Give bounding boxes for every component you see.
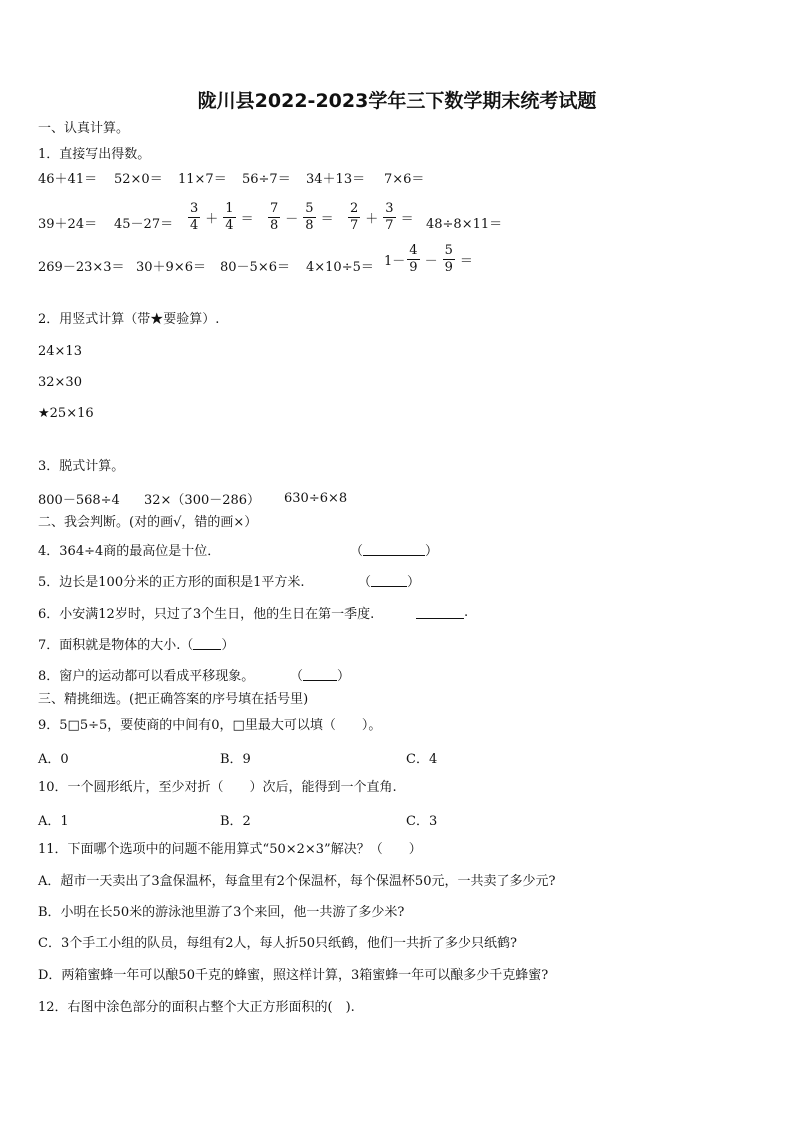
option-a[interactable]: A．0 bbox=[38, 751, 69, 767]
q2-item: 32×30 bbox=[38, 375, 82, 390]
expr: 630÷6×8 bbox=[284, 490, 348, 506]
option-b[interactable]: B．小明在长50米的游泳池里游了3个来回，他一共游了多少米? bbox=[38, 905, 405, 920]
fraction: $\frac{1}{4}$ bbox=[225, 201, 234, 233]
page-title: 陇川县2022-2023学年三下数学期末统考试题 bbox=[197, 90, 597, 112]
expr: 4×10÷5＝ bbox=[306, 260, 374, 275]
answer-blank[interactable]: （ ） bbox=[290, 668, 351, 684]
fraction-expr: $\frac{2}{7}$ ＋ $\frac{3}{7}$ ＝ bbox=[350, 201, 414, 233]
expr: 46＋41＝ bbox=[38, 171, 98, 187]
section-heading-2: 二、我会判断。(对的画√，错的画×） bbox=[38, 515, 258, 530]
q2-item: 24×13 bbox=[38, 344, 82, 359]
answer-blank[interactable]: . bbox=[416, 605, 468, 620]
fraction: $\frac{4}{9}$ bbox=[409, 243, 418, 275]
expr: 7×6＝ bbox=[384, 171, 425, 187]
option-a[interactable]: A．1 bbox=[38, 813, 69, 829]
option-c[interactable]: C．3 bbox=[406, 813, 438, 829]
question-text: 6．小安满12岁时，只过了3个生日，他的生日在第一季度. bbox=[38, 606, 375, 622]
q2-item: ★25×16 bbox=[38, 406, 94, 421]
question-7 bbox=[38, 635, 338, 651]
section-heading-1: 一、认真计算。 bbox=[38, 121, 130, 136]
expr: 39＋24＝ bbox=[38, 217, 98, 232]
question-3-label: 3．脱式计算。 bbox=[38, 459, 125, 474]
fraction: $\frac{7}{8}$ bbox=[270, 201, 279, 233]
expr: 48÷8×11＝ bbox=[426, 217, 503, 232]
answer-blank[interactable]: 7．面积就是物体的大小.（ ） bbox=[38, 634, 234, 653]
question-text: 7．面积就是物体的大小.（ bbox=[38, 637, 194, 653]
q9-options bbox=[38, 749, 458, 765]
question-5 bbox=[38, 572, 458, 588]
expr: 80－5×6＝ bbox=[220, 260, 290, 275]
question-4 bbox=[38, 541, 458, 557]
fraction: $\frac{3}{4}$ bbox=[190, 201, 199, 233]
fraction-expr: $\frac{7}{8}$ － $\frac{5}{8}$ ＝ bbox=[270, 201, 334, 233]
expr: 11×7＝ bbox=[178, 171, 227, 187]
expr: 269－23×3＝ bbox=[38, 260, 125, 275]
question-text: 5．边长是100分米的正方形的面积是1平方米. bbox=[38, 574, 305, 590]
question-6 bbox=[38, 604, 508, 620]
fraction: $\frac{3}{7}$ bbox=[385, 201, 394, 233]
option-d[interactable]: D．两箱蜜蜂一年可以酿50千克的蜂蜜，照这样计算，3箱蜜蜂一年可以酿多少千克蜂蜜? bbox=[38, 968, 549, 983]
answer-blank[interactable]: （ ） bbox=[358, 574, 421, 590]
question-11: 11．下面哪个选项中的问题不能用算式“50×2×3”解决？（ ） bbox=[38, 842, 422, 857]
fraction: $\frac{2}{7}$ bbox=[350, 201, 359, 233]
expr: 34＋13＝ bbox=[306, 171, 366, 187]
option-c[interactable]: C．3个手工小组的队员，每组有2人，每人折50只纸鹤，他们一共折了多少只纸鹤? bbox=[38, 936, 518, 951]
option-c[interactable]: C．4 bbox=[406, 751, 438, 767]
question-9: 9．5□5÷5，要使商的中间有0，□里最大可以填（ ）。 bbox=[38, 718, 382, 733]
question-2-label: 2．用竖式计算（带★要验算）. bbox=[38, 312, 220, 327]
q3-row bbox=[38, 490, 438, 506]
fraction: $\frac{5}{8}$ bbox=[305, 201, 314, 233]
question-1-label: 1．直接写出得数。 bbox=[38, 147, 151, 162]
option-b[interactable]: B．9 bbox=[220, 751, 251, 767]
question-12: 12．右图中涂色部分的面积占整个大正方形面积的( ). bbox=[38, 1000, 355, 1015]
expr: 45－27＝ bbox=[114, 217, 174, 232]
fraction-expr: 1－ $\frac{4}{9}$ － $\frac{5}{9}$ ＝ bbox=[384, 243, 473, 275]
question-8 bbox=[38, 666, 378, 682]
fraction-expr: $\frac{3}{4}$ ＋ $\frac{1}{4}$ ＝ bbox=[190, 201, 254, 233]
fraction: $\frac{5}{9}$ bbox=[444, 243, 453, 275]
question-10: 10．一个圆形纸片，至少对折（ ）次后，能得到一个直角. bbox=[38, 780, 397, 795]
question-text: 8．窗户的运动都可以看成平移现象。 bbox=[38, 668, 255, 684]
expr: 800－568÷4 bbox=[38, 492, 120, 508]
section-heading-3: 三、精挑细选。(把正确答案的序号填在括号里) bbox=[38, 692, 309, 707]
option-b[interactable]: B．2 bbox=[220, 813, 251, 829]
expr: 56÷7＝ bbox=[242, 171, 291, 187]
question-text: 4．364÷4商的最高位是十位． bbox=[38, 543, 221, 559]
q10-options bbox=[38, 811, 458, 827]
expr: 32×（300－286） bbox=[144, 492, 261, 508]
answer-blank[interactable]: （ ） bbox=[350, 543, 439, 559]
option-a[interactable]: A．超市一天卖出了3盒保温杯，每盒里有2个保温杯，每个保温杯50元，一共卖了多少元? bbox=[38, 874, 556, 889]
expr: 52×0＝ bbox=[114, 171, 163, 187]
expr: 30＋9×6＝ bbox=[136, 260, 206, 275]
